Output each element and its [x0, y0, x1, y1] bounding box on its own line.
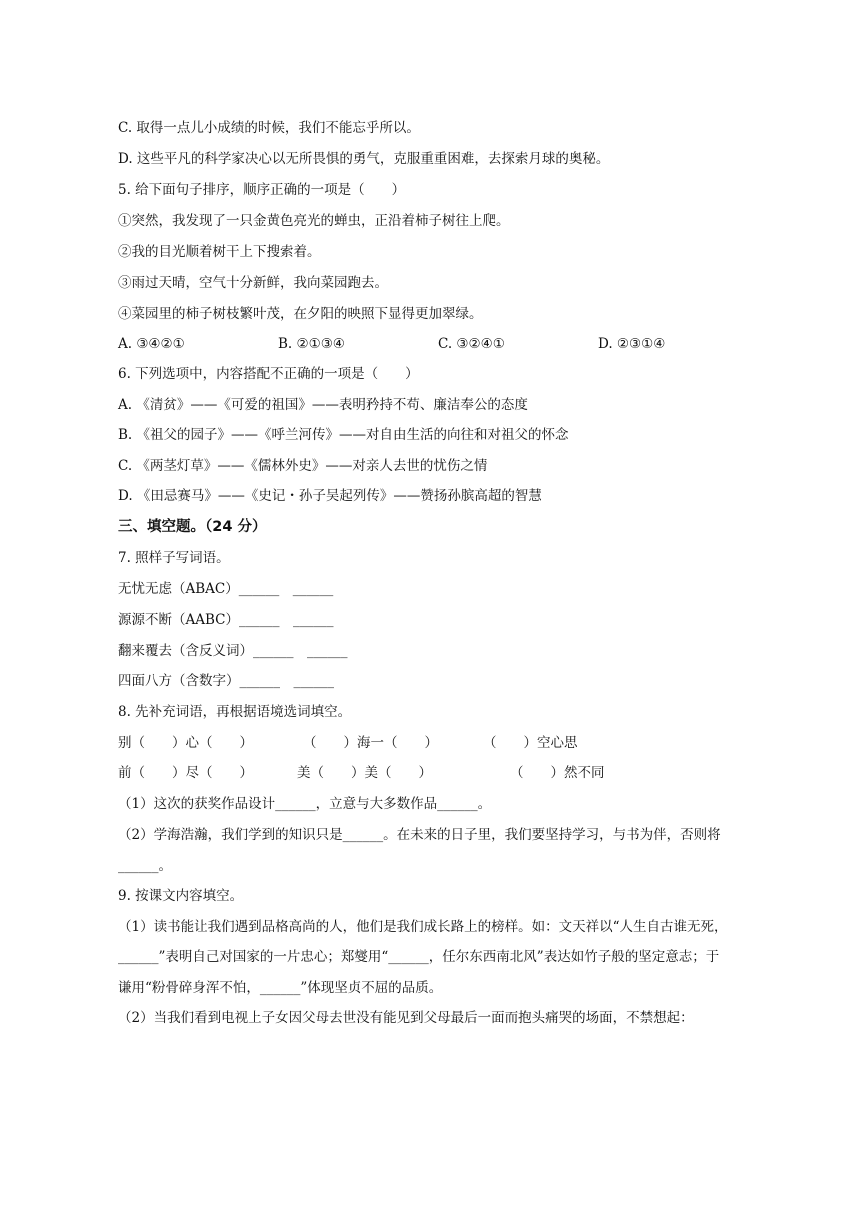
q8-word-2: （ ）海一（ ） — [303, 735, 438, 751]
q8-word-4: 前（ ）尽（ ） — [118, 765, 253, 781]
q9-sub-2: （2）当我们看到电视上子女因父母去世没有能见到父母最后一面而抱头痛哭的场面，不禁想起： — [118, 1010, 694, 1026]
q5-option-a: A. ③④②① — [118, 336, 185, 352]
q7-item-1: 无忧无虑（ABAC）______ ______ — [118, 581, 334, 597]
q5-sentence-4: ④菜园里的柿子树枝繁叶茂，在夕阳的映照下显得更加翠绿。 — [118, 306, 483, 322]
q8-word-6: （ ）然不同 — [510, 765, 605, 781]
q7-item-4: 四面八方（含数字）______ ______ — [118, 673, 334, 689]
q5-sentence-1: ①突然，我发现了一只金黄色亮光的蝉虫，正沿着柿子树往上爬。 — [118, 213, 510, 229]
q4-option-c: C. 取得一点儿小成绩的时候，我们不能忘乎所以。 — [118, 120, 420, 136]
q6-option-a: A. 《清贫》——《可爱的祖国》——表明矜持不苟、廉洁奉公的态度 — [118, 397, 528, 413]
q8-word-3: （ ）空心思 — [483, 735, 578, 751]
q5-sentence-3: ③雨过天晴，空气十分新鲜，我向菜园跑去。 — [118, 275, 388, 291]
q9-stem: 9. 按课文内容填空。 — [118, 888, 244, 904]
q6-option-d: D. 《田忌赛马》——《史记・孙子吴起列传》——赞扬孙膑高超的智慧 — [118, 488, 542, 504]
q9-sub-1-line-2: ______”表明自己对国家的一片忠心；郑燮用“______，任尔东西南北风”表达如竹子般的坚定意志；于 — [118, 949, 720, 965]
q5-sentence-2: ②我的目光顺着树干上下搜索着。 — [118, 244, 321, 260]
q8-word-5: 美（ ）美（ ） — [297, 765, 432, 781]
q7-item-3: 翻来覆去（含反义词）______ ______ — [118, 643, 348, 659]
q8-sub-2-line-1: （2）学海浩瀚，我们学到的知识只是______。在未来的日子里，我们要坚持学习，与书为伴，否则将 — [118, 827, 721, 843]
q8-word-1: 别（ ）心（ ） — [118, 735, 253, 751]
q5-option-b: B. ②①③④ — [278, 336, 345, 352]
q5-stem: 5. 给下面句子排序，顺序正确的一项是（ ） — [118, 182, 406, 198]
q7-stem: 7. 照样子写词语。 — [118, 550, 230, 566]
q6-stem: 6. 下列选项中，内容搭配不正确的一项是（ ） — [118, 366, 419, 382]
q8-sub-1: （1）这次的获奖作品设计______，立意与大多数作品______。 — [118, 796, 492, 812]
q9-sub-1-line-1: （1）读书能让我们遇到品格高尚的人，他们是我们成长路上的榜样。如：文天祥以“人生自古谁无死， — [118, 919, 728, 935]
section-3-heading: 三、填空题。（24 分） — [118, 519, 267, 535]
q7-item-2: 源源不断（AABC）______ ______ — [118, 612, 334, 628]
q8-sub-2-line-2: ______。 — [118, 858, 172, 874]
q9-sub-1-line-3: 谦用“粉骨碎身浑不怕，______”体现坚贞不屈的品质。 — [118, 980, 443, 996]
q4-option-d: D. 这些平凡的科学家决心以无所畏惧的勇气，克服重重困难，去探索月球的奥秘。 — [118, 151, 610, 167]
q6-option-c: C. 《两茎灯草》——《儒林外史》——对亲人去世的忧伤之情 — [118, 458, 488, 474]
q5-option-c: C. ③②④① — [438, 336, 505, 352]
q8-stem: 8. 先补充词语，再根据语境选词填空。 — [118, 704, 352, 720]
q5-option-d: D. ②③①④ — [598, 336, 666, 352]
q6-option-b: B. 《祖父的园子》——《呼兰河传》——对自由生活的向往和对祖父的怀念 — [118, 427, 569, 443]
